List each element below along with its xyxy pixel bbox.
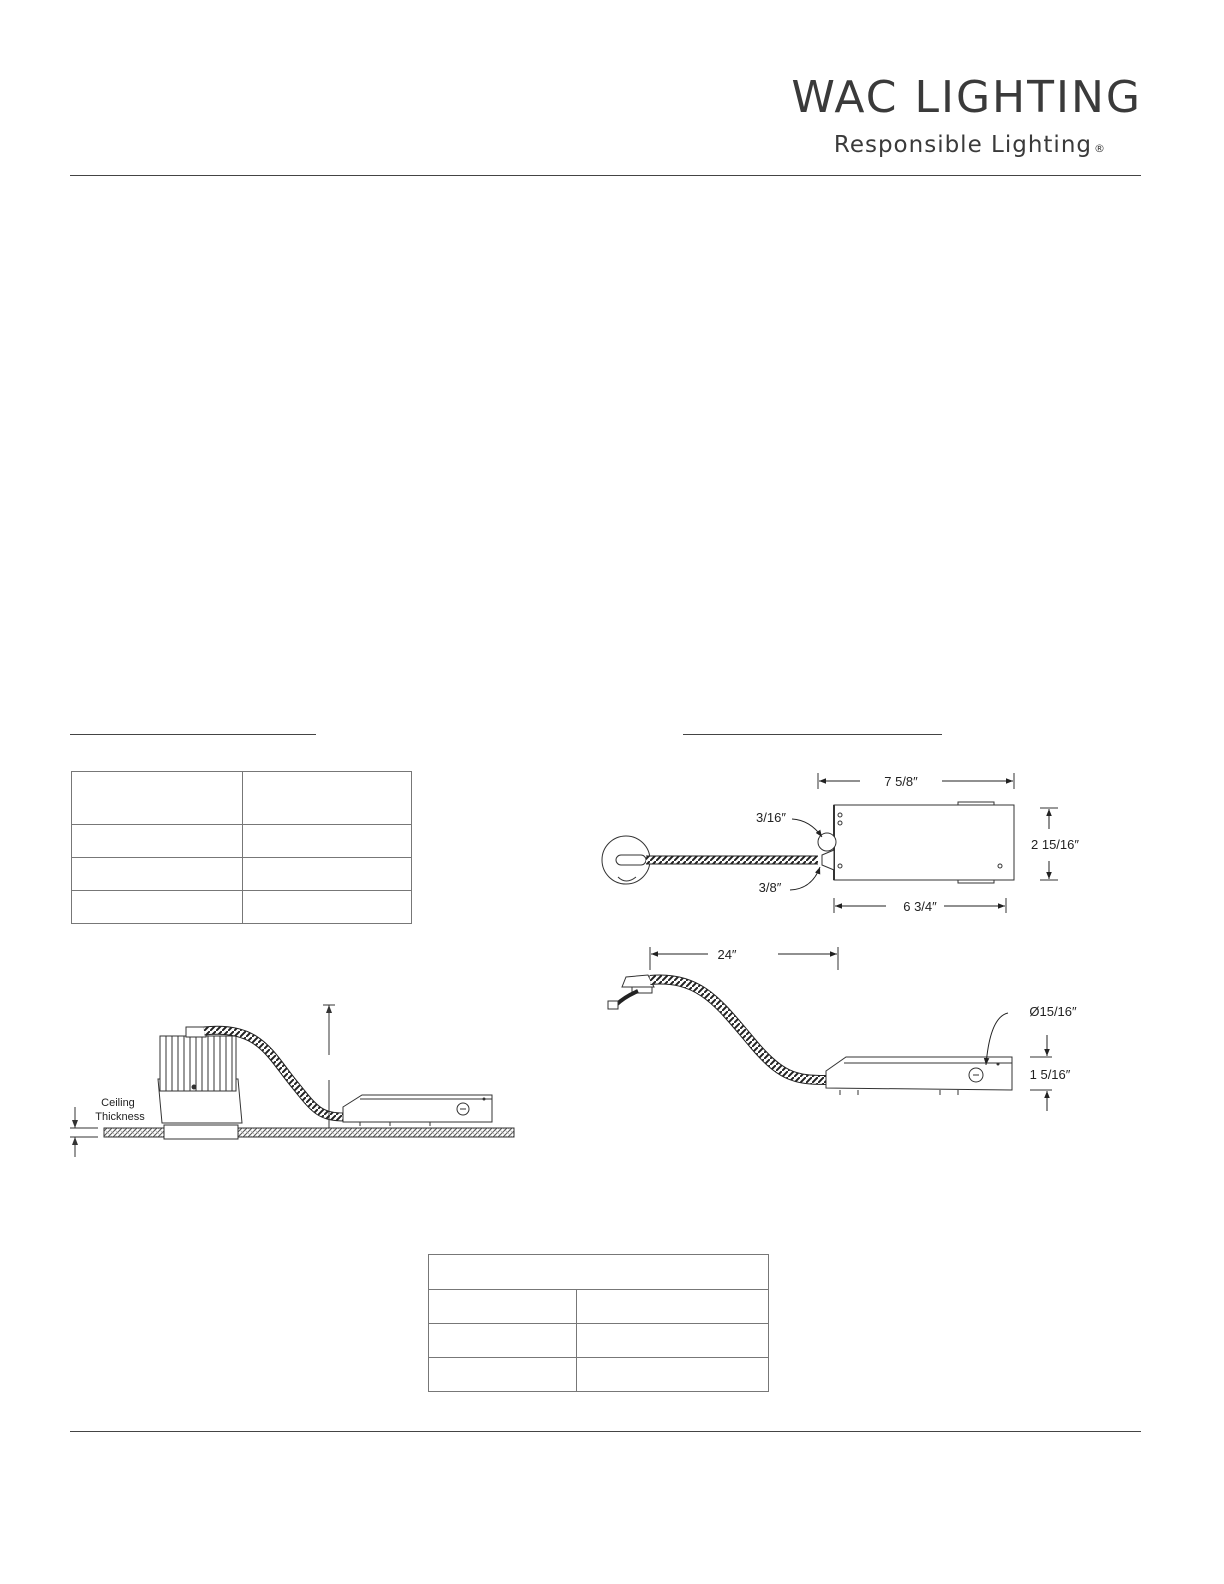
table-row — [72, 825, 412, 858]
table-cell — [72, 891, 243, 924]
table-cell — [243, 825, 412, 858]
table-row — [429, 1324, 769, 1358]
table-cell — [72, 858, 243, 891]
dim-box-depth-label: 1 5/16″ — [1029, 1067, 1071, 1082]
table-cell — [243, 858, 412, 891]
dim-cable-length-label: 24″ — [717, 947, 737, 962]
dim-top-length-label: 7 5/8″ — [884, 774, 918, 789]
registered-mark: ® — [1094, 142, 1106, 155]
section-heading-rule-left — [70, 734, 316, 735]
dim-height-label: 2 15/16″ — [1031, 837, 1079, 852]
side-view-box — [826, 1057, 1012, 1090]
side-view — [608, 975, 1012, 1095]
installation-diagram — [60, 995, 530, 1165]
header-divider — [70, 175, 1141, 176]
tagline-text: Responsible Lighting — [833, 132, 1092, 158]
top-view — [602, 802, 1014, 884]
table-row — [429, 1290, 769, 1324]
section-heading-rule-right — [683, 734, 942, 735]
spec-table — [71, 771, 412, 924]
bottom-table — [428, 1254, 769, 1392]
fixture-trim — [164, 1125, 238, 1139]
dim-clearance-top-label: 3/16″ — [756, 810, 786, 825]
table-cell — [577, 1358, 769, 1392]
table-cell — [429, 1255, 769, 1290]
table-cell — [429, 1358, 577, 1392]
footer-divider — [70, 1431, 1141, 1432]
dim-clearance-bottom-label: 3/8″ — [758, 880, 782, 895]
heat-sink — [160, 1027, 236, 1091]
driver-box-diagram — [590, 765, 1110, 1125]
table-row — [72, 858, 412, 891]
ceiling-label-line1: Ceiling — [101, 1097, 135, 1109]
table-cell — [429, 1324, 577, 1358]
table-cell — [72, 825, 243, 858]
ceiling-thickness-dimension — [70, 1107, 98, 1157]
dim-knockout-diameter-label: Ø15/16″ — [1029, 1004, 1077, 1019]
table-cell — [429, 1290, 577, 1324]
brand-logo: WAC LIGHTING — [791, 72, 1142, 123]
driver-box — [343, 1095, 492, 1126]
table-cell — [72, 772, 243, 825]
table-cell — [577, 1324, 769, 1358]
table-row — [429, 1358, 769, 1392]
ceiling-label-line2: Thickness — [95, 1111, 145, 1123]
table-cell — [243, 891, 412, 924]
table-cell — [577, 1290, 769, 1324]
table-row — [429, 1255, 769, 1290]
table-cell — [243, 772, 412, 825]
table-row — [72, 891, 412, 924]
table-row — [72, 772, 412, 825]
brand-tagline — [690, 130, 1106, 160]
top-view-box — [834, 805, 1014, 880]
dim-bottom-length-label: 6 3/4″ — [903, 899, 937, 914]
dim-cable-length — [650, 947, 838, 970]
